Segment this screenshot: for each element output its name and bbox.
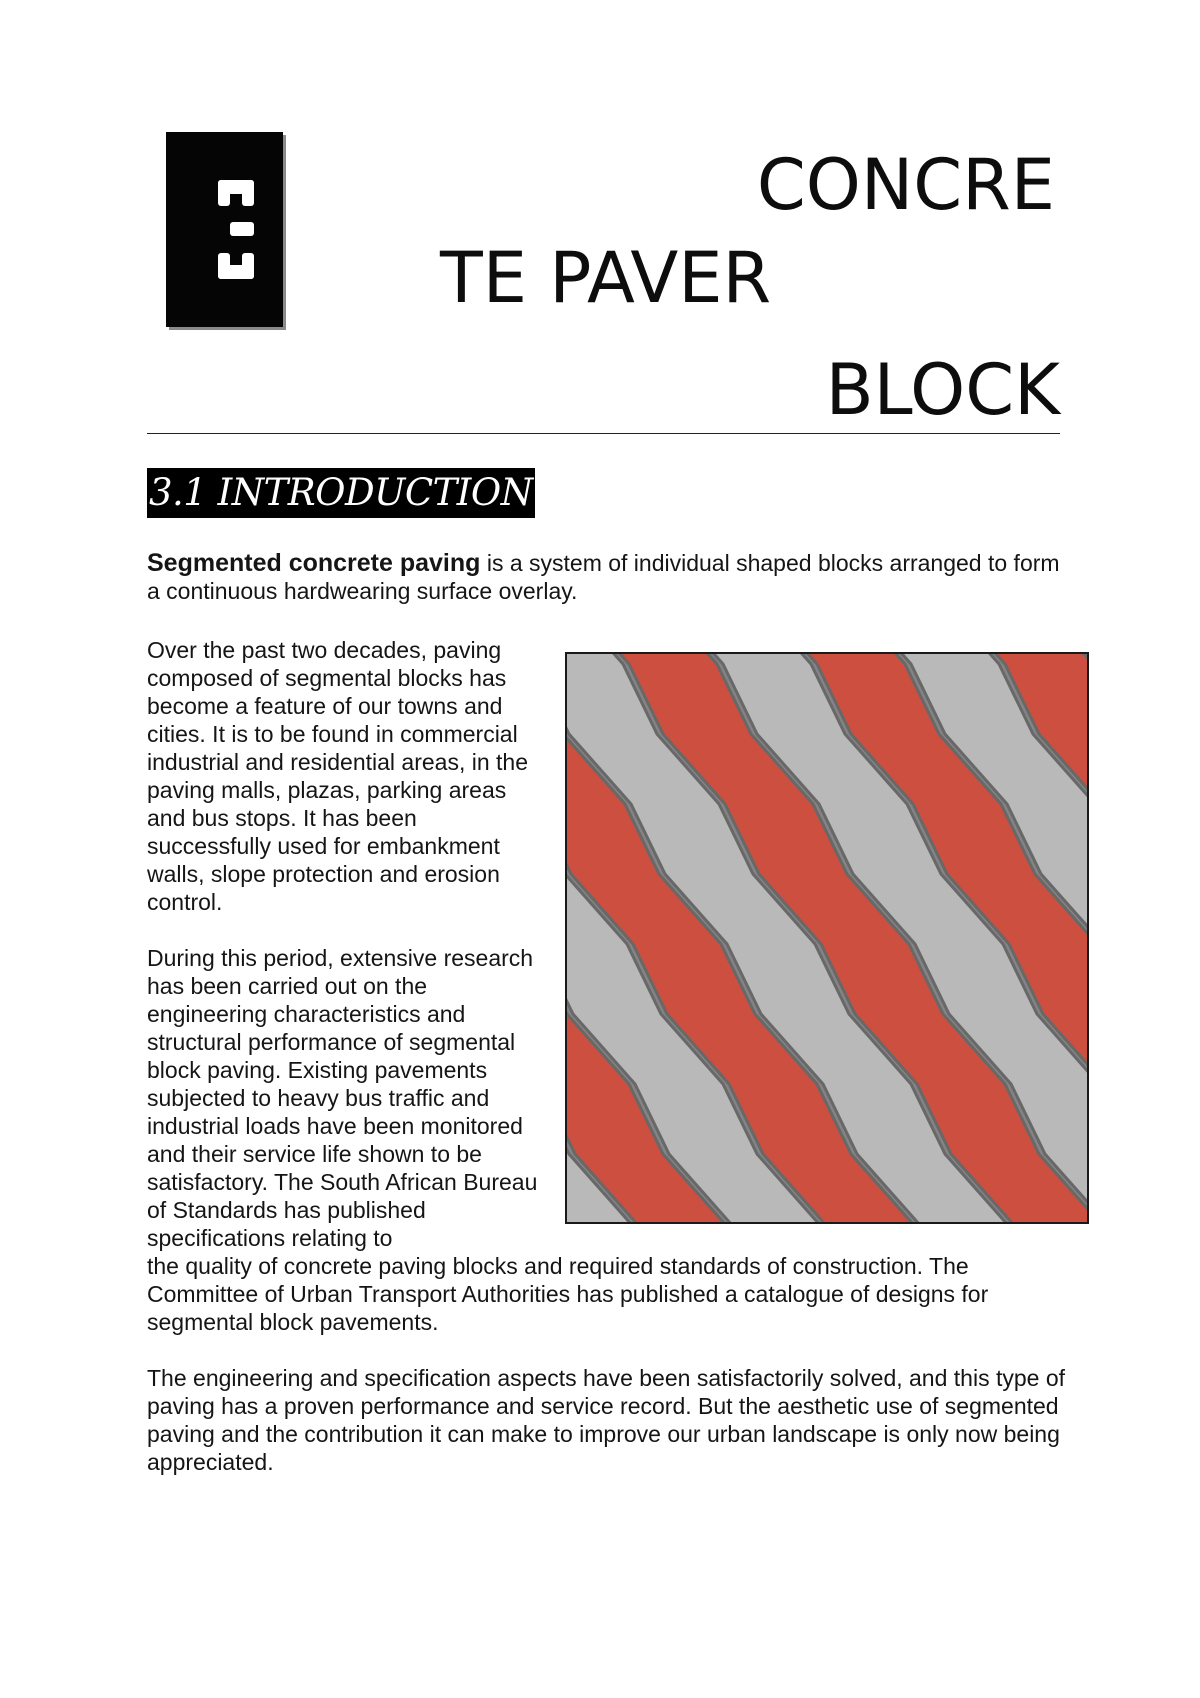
chapter-title-line-3: BLOCK	[825, 349, 1060, 431]
section-heading: 3.1 INTRODUCTION	[147, 468, 535, 518]
paver-pattern	[567, 654, 1087, 1222]
chapter-number-glyph	[166, 132, 283, 327]
aesthetic-paragraph: The engineering and specification aspects have been satisfactorily solved, and this type of paving has a proven performance and service record. But the aesthetic use of segmented paving and the contribution it can make to improve our urban landscape is only now being appreciated.	[147, 1365, 1066, 1475]
paver-blocks-photo	[565, 652, 1089, 1224]
chapter-title-line-1: CONCRE	[756, 144, 1055, 226]
intro-text: is a system of individual shaped blocks arranged to form a continuous hardwearing surface overlay.	[147, 550, 1060, 604]
intro-bold-term: Segmented concrete paving	[147, 549, 481, 577]
title-divider	[147, 433, 1060, 434]
chapter-title-line-2: TE PAVER	[440, 237, 772, 319]
chapter-number-badge	[166, 132, 283, 327]
intro-paragraph	[147, 549, 1077, 605]
research-paragraph-wrapped: During this period, extensive research has been carried out on the engineering characteristics and structural performance of segmental block paving. Existing pavements subjected to heavy bus traffic and industrial loads have been monitored and their service life shown to be satisfactory. The South African Bureau of Standards has published specifications relating to	[147, 945, 538, 1251]
history-paragraph: Over the past two decades, paving composed of segmental blocks has become a feature of our towns and cities. It is to be found in commercial industrial and residential areas, in the paving malls, plazas, parking areas and bus stops. It has been successfully used for embankment walls, slope protection and erosion control.	[147, 637, 529, 915]
research-paragraph-continued: the quality of concrete paving blocks and required standards of construction. The Committee of Urban Transport Authorities has published a catalogue of designs for segmental block pavements.	[147, 1253, 989, 1335]
